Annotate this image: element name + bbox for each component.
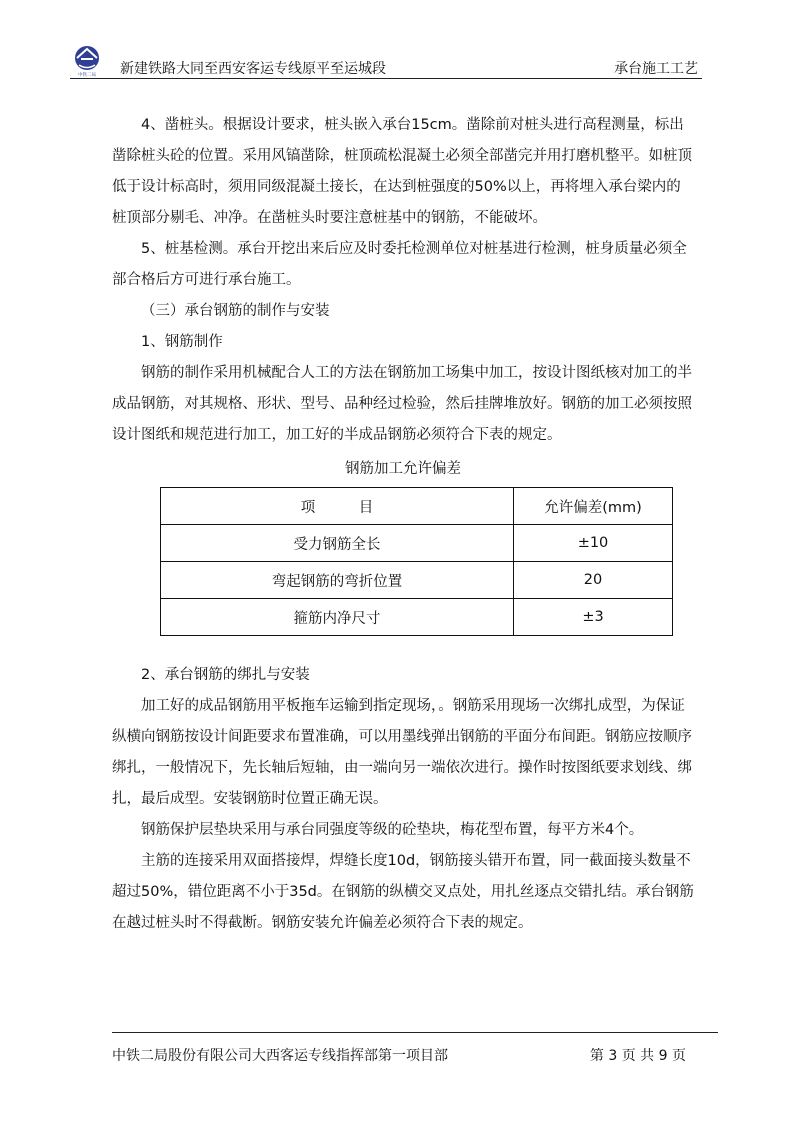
table-row xyxy=(161,562,673,599)
table-cell-tolerance: ±10 xyxy=(514,525,673,562)
header-title: 新建铁路大同至西安客运专线原平至运城段 xyxy=(120,61,386,77)
table-cell-item: 受力钢筋全长 xyxy=(161,525,514,562)
table-caption: 钢筋加工允许偏差 xyxy=(345,461,461,477)
paragraph-cover-blocks: 钢筋保护层垫块采用与承台同强度等级的砼垫块，梅花型布置，每平方米4个。 xyxy=(141,822,644,838)
paragraph-pile-inspection: 5、桩基检测。承台开挖出来后应及时委托检测单位对桩基进行检测，桩身质量必须全部合格后方可进行承台施工。 xyxy=(112,241,687,288)
paragraph-pile-head-chiseling: 4、凿桩头。根据设计要求，桩头嵌入承台15cm。凿除前对桩头进行高程测量，标出凿除桩头砼的位置。采用风镐凿除，桩顶疏松混凝土必须全部凿完并用打磨机整平。如桩顶低于设计标高时，须用同级混凝土接长，在达到桩强度的50%以上，再将埋入承台梁内的桩顶部分剔毛、冲净。在凿桩头时要注意桩基中的钢筋，不能破坏。 xyxy=(112,117,692,226)
header-section-title: 承台施工工艺 xyxy=(614,61,698,77)
table-row xyxy=(161,525,673,562)
table-header-item: 项 目 xyxy=(161,488,514,525)
document-body xyxy=(112,110,694,939)
logo-caption: 中铁二局 xyxy=(78,73,96,78)
table-cell-tolerance: 20 xyxy=(514,562,673,599)
section-heading-rebar: （三）承台钢筋的制作与安装 xyxy=(141,303,330,319)
tolerance-table xyxy=(160,487,673,636)
table-cell-tolerance: ±3 xyxy=(514,599,673,636)
post-table-section xyxy=(112,660,694,939)
page-number: 第 3 页 共 9 页 xyxy=(589,1048,686,1064)
table-row xyxy=(161,599,673,636)
footer-organization: 中铁二局股份有限公司大西客运专线指挥部第一项目部 xyxy=(112,1048,448,1064)
paragraph-rebar-fabrication: 钢筋的制作采用机械配合人工的方法在钢筋加工场集中加工，按设计图纸核对加工的半成品钢筋，对其规格、形状、型号、品种经过检验，然后挂牌堆放好。钢筋的加工必须按照设计图纸和规范进行加工，加工好的半成品钢筋必须符合下表的规定。 xyxy=(112,365,692,443)
table-cell-item: 弯起钢筋的弯折位置 xyxy=(161,562,514,599)
table-header-tolerance: 允许偏差(mm) xyxy=(514,488,673,525)
table-header-row xyxy=(161,488,673,525)
page-footer xyxy=(112,1032,718,1064)
paragraph-rebar-binding: 加工好的成品钢筋用平板拖车运输到指定现场，。钢筋采用现场一次绑扎成型，为保证纵横向钢筋按设计间距要求布置准确，可以用墨线弹出钢筋的平面分布间距。钢筋应按顺序绑扎，一般情况下，先长轴后短轴，由一端向另一端依次进行。操作时按图纸要求划线、绑扎，最后成型。安装钢筋时位置正确无误。 xyxy=(112,698,692,807)
page-header xyxy=(70,44,702,79)
subheading-rebar-binding: 2、承台钢筋的绑扎与安装 xyxy=(141,667,310,683)
subheading-rebar-fabrication: 1、钢筋制作 xyxy=(141,334,223,350)
paragraph-welding: 主筋的连接采用双面搭接焊，焊缝长度10d，钢筋接头错开布置，同一截面接头数量不超过50%，错位距离不小于35d。在钢筋的纵横交叉点处，用扎丝逐点交错扎结。承台钢筋在越过桩头时不得截断。钢筋安装允许偏差必须符合下表的规定。 xyxy=(112,853,694,931)
table-cell-item: 箍筋内净尺寸 xyxy=(161,599,514,636)
company-logo-icon xyxy=(70,44,110,78)
